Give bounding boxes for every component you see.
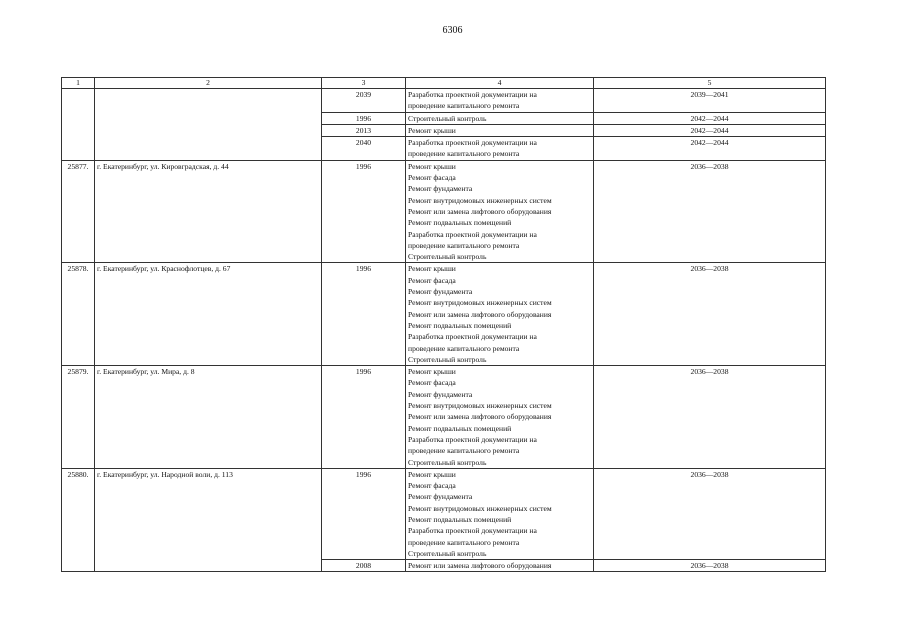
works-cell (406, 468, 594, 559)
column-number: 4 (406, 78, 594, 89)
period-cell: 2036—2038 (594, 263, 826, 366)
address-cell: г. Екатеринбург, ул. Кировградская, д. 44 (95, 160, 322, 263)
work-item: Ремонт крыши (408, 264, 456, 274)
period-cell: 2042—2044 (594, 137, 826, 161)
period-cell: 2036—2038 (594, 366, 826, 469)
period-cell: 2036—2038 (594, 468, 826, 559)
work-item: Разработка проектной документации на (408, 90, 537, 99)
entry-number-cell: 25880. (62, 468, 95, 572)
work-item: Ремонт или замена лифтового оборудования (408, 309, 552, 319)
work-item: Строительный контроль (408, 457, 487, 467)
work-item: Ремонт внутридомовых инженерных систем (408, 298, 552, 308)
work-item: проведение капитального ремонта (408, 343, 520, 353)
year-cell: 2008 (322, 560, 406, 572)
column-number: 1 (62, 78, 95, 89)
year-cell: 1996 (322, 160, 406, 263)
work-item: проведение капитального ремонта (408, 240, 520, 250)
works-cell (406, 160, 594, 263)
work-item: Ремонт или замена лифтового оборудования (408, 561, 552, 571)
work-item: Ремонт фундамента (408, 389, 473, 399)
work-item: Строительный контроль (408, 354, 487, 364)
work-item: проведение капитального ремонта (408, 101, 520, 111)
entry-number-cell (62, 89, 95, 161)
works-cell (406, 263, 594, 366)
table-row (62, 160, 826, 263)
year-cell: 1996 (322, 112, 406, 124)
work-item: Ремонт подвальных помещений (408, 423, 512, 433)
year-cell: 1996 (322, 366, 406, 469)
work-item: Ремонт подвальных помещений (408, 218, 512, 228)
works-cell (406, 124, 594, 136)
works-cell (406, 560, 594, 572)
work-item: Ремонт крыши (408, 125, 456, 135)
work-item: Ремонт фасада (408, 275, 456, 285)
work-item: Разработка проектной документации на (408, 138, 537, 148)
entry-number-cell: 25878. (62, 263, 95, 366)
work-item: проведение капитального ремонта (408, 537, 520, 547)
work-item: Ремонт внутридомовых инженерных систем (408, 503, 552, 513)
column-number: 5 (594, 78, 826, 89)
works-cell (406, 366, 594, 469)
entry-number-cell: 25879. (62, 366, 95, 469)
work-item: Ремонт внутридомовых инженерных систем (408, 401, 552, 411)
work-item: проведение капитального ремонта (408, 446, 520, 456)
work-item: Ремонт фасада (408, 378, 456, 388)
address-cell: г. Екатеринбург, ул. Мира, д. 8 (95, 366, 322, 469)
work-item: проведение капитального ремонта (408, 149, 520, 159)
work-item: Строительный контроль (408, 252, 487, 262)
work-item: Ремонт фасада (408, 481, 456, 491)
work-item: Ремонт фундамента (408, 492, 473, 502)
work-item: Ремонт фундамента (408, 184, 473, 194)
work-item: Ремонт или замена лифтового оборудования (408, 206, 552, 216)
works-cell (406, 137, 594, 161)
year-cell: 1996 (322, 263, 406, 366)
work-item: Разработка проектной документации на (408, 434, 537, 444)
year-cell: 1996 (322, 468, 406, 559)
period-cell: 2036—2038 (594, 160, 826, 263)
table-row (62, 89, 826, 113)
work-item: Ремонт фундамента (408, 287, 473, 297)
work-item: Ремонт крыши (408, 161, 456, 171)
work-item: Ремонт крыши (408, 469, 456, 479)
address-cell (95, 89, 322, 161)
work-item: Ремонт фасада (408, 173, 456, 183)
period-cell: 2036—2038 (594, 560, 826, 572)
column-number: 2 (95, 78, 322, 89)
work-item: Ремонт подвальных помещений (408, 514, 512, 524)
period-cell: 2039—2041 (594, 89, 826, 113)
page-number: 6306 (442, 25, 463, 36)
period-cell: 2042—2044 (594, 112, 826, 124)
column-number-row (62, 78, 826, 89)
column-number: 3 (322, 78, 406, 89)
work-item: Ремонт крыши (408, 367, 456, 377)
entry-number-cell: 25877. (62, 160, 95, 263)
works-cell (406, 112, 594, 124)
work-item: Ремонт или замена лифтового оборудования (408, 412, 552, 422)
work-item: Разработка проектной документации на (408, 332, 537, 342)
address-cell: г. Екатеринбург, ул. Народной воли, д. 113 (95, 468, 322, 572)
work-item: Разработка проектной документации на (408, 526, 537, 536)
table-row (62, 468, 826, 559)
works-cell (406, 89, 594, 113)
work-item: Ремонт внутридомовых инженерных систем (408, 195, 552, 205)
address-cell: г. Екатеринбург, ул. Краснофлотцев, д. 67 (95, 263, 322, 366)
table-row (62, 263, 826, 366)
period-cell: 2042—2044 (594, 124, 826, 136)
year-cell: 2040 (322, 137, 406, 161)
work-item: Ремонт подвальных помещений (408, 320, 512, 330)
year-cell: 2039 (322, 89, 406, 113)
work-item: Строительный контроль (408, 113, 487, 123)
year-cell: 2013 (322, 124, 406, 136)
work-item: Разработка проектной документации на (408, 229, 537, 239)
work-item: Строительный контроль (408, 548, 487, 558)
table-row (62, 366, 826, 469)
repair-schedule-table (61, 77, 826, 572)
